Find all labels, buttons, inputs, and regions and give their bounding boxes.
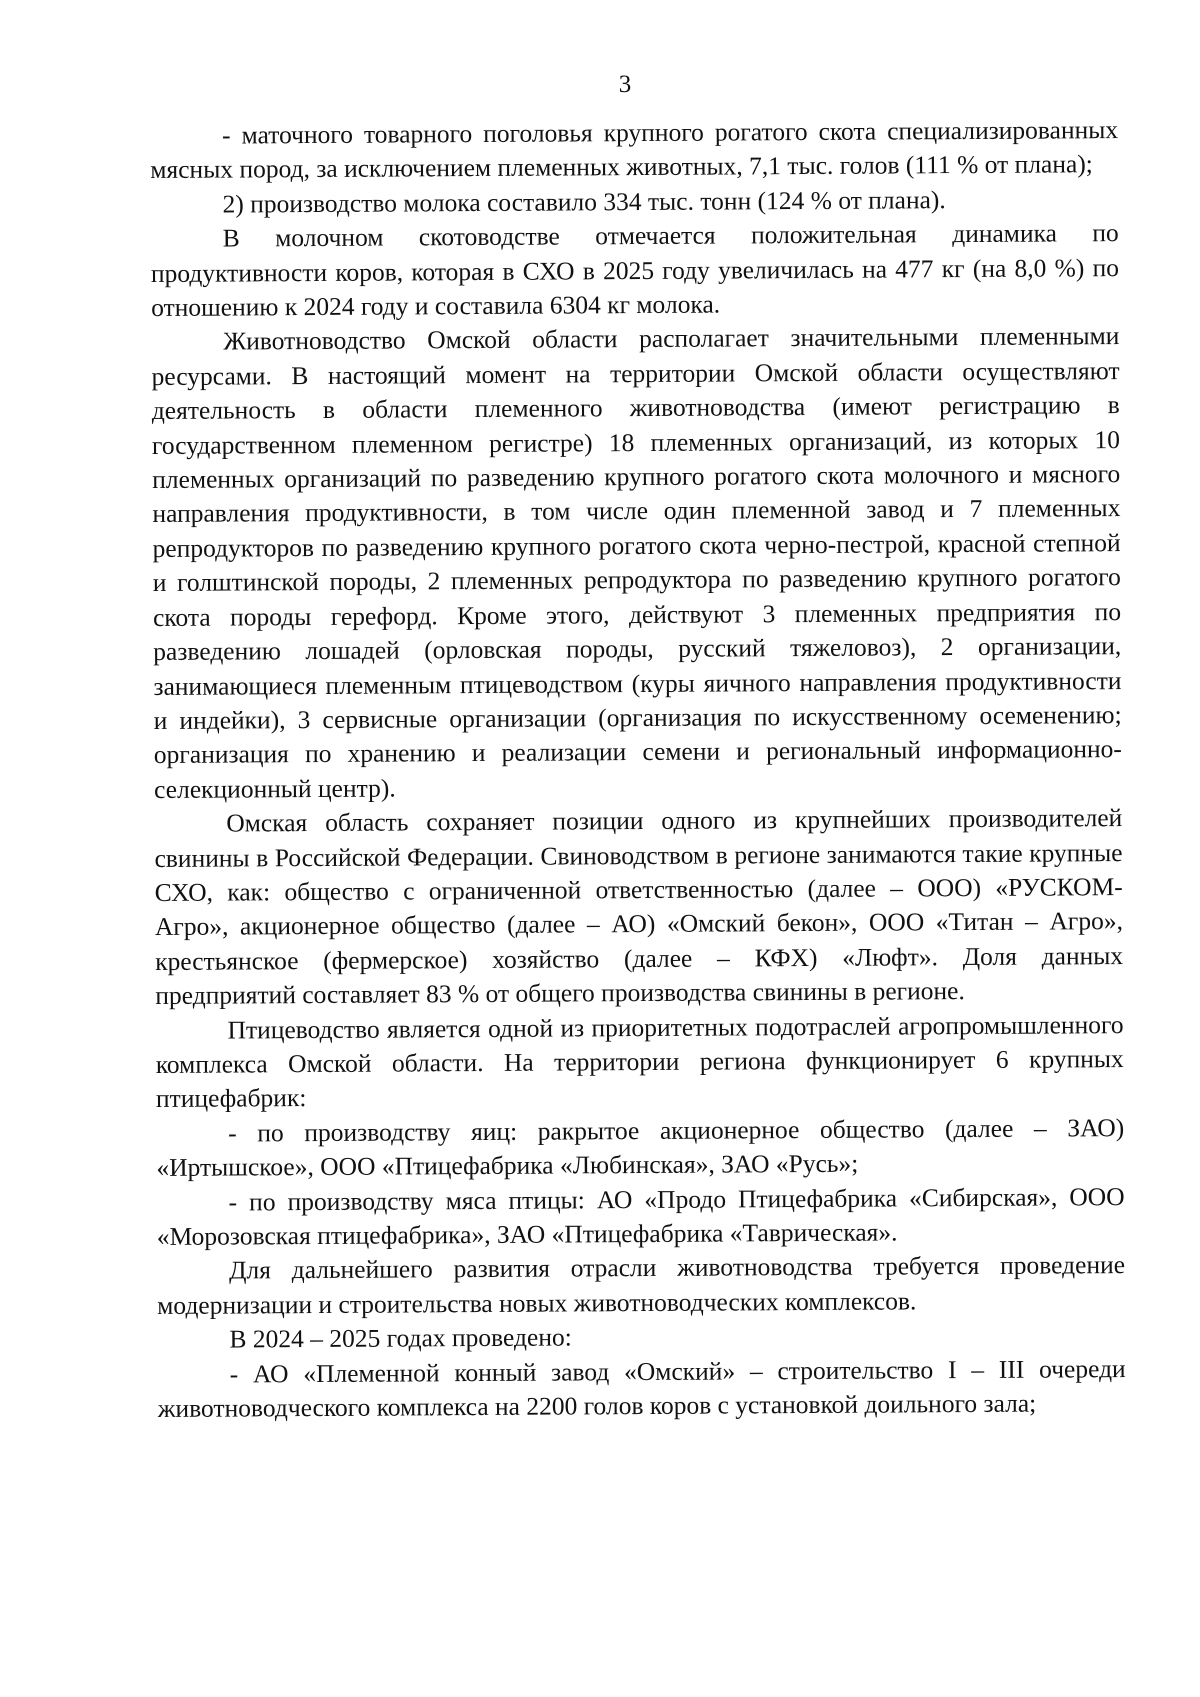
paragraph-poultry: Птицеводство является одной из приоритетных подотраслей агропромышленного комплекса Омской области. На территории региона функционирует 6 крупных птицефабрик: [155,1009,1124,1114]
paragraph-poultry-meat-producers: - по производству мяса птицы: АО «Продо Птицефабрика «Сибирская», ООО «Морозовская птицефабрика», ЗАО «Птицефабрика «Таврическая». [156,1181,1125,1251]
paragraph-years-heading: В 2024 – 2025 годах проведено: [229,1322,572,1354]
paragraph-modernization: Для дальнейшего развития отрасли животноводства требуется проведение модернизации и строительства новых животноводческих комплексов. [157,1250,1126,1320]
paragraph-breeding-stock: - маточного товарного поголовья крупного рогатого скота специализированных мясных пород, за исключением племенных животных, 7,1 тыс. голов (111 % от плана); [150,115,1119,185]
page-number: 3 [618,71,632,98]
paragraph-cow-productivity: В молочном скотоводстве отмечается положительная динамика по продуктивности коров, которая в СХО в 2025 году увеличилась на 477 кг (на 8,0 %) по отношению к 2024 году и составила 6304 кг молока. [150,218,1120,323]
paragraph-pork-producers: Омская область сохраняет позиции одного из крупнейших производителей свинины в Российской Федерации. Свиноводством в регионе занимаются такие крупные СХО, как: общество с ограниченной ответственностью (далее – ООО) «РУСКОМ-Агро», акционерное общество (далее – АО) «Омский бекон», ООО «Титан – Агро», крестьянское (фермерское) хозяйство (далее – КФХ) «Люфт». Доля данных предприятий составляет 83 % от общего производства свинины в регионе. [154,803,1124,1011]
document-body [150,113,1126,1426]
paragraph-egg-producers: - по производству яиц: ракрытое акционерное общество (далее – ЗАО) «Иртышское», ООО «Птицефабрика «Любинская», ЗАО «Русь»; [156,1112,1125,1183]
paragraph-horse-farm-construction: - АО «Племенной конный завод «Омский» – строительство I – III очереди животноводческого комплекса на 2200 голов коров с установкой доильного зала; [157,1353,1126,1424]
paragraph-breeding-resources: Животноводство Омской области располагает значительными племенными ресурсами. В настоящий момент на территории Омской области осуществляют деятельность в области племенного животноводства (имеют регистрацию в государственном племенном регистре) 18 племенных организаций, из которых 10 племенных организаций по разведению крупного рогатого скота молочного и мясного направления продуктивности, в том числе один племенной завод и 7 племенных репродукторов по разведению крупного рогатого скота черно-пестрой, красной степной и голштинской породы, 2 племенных репродуктора по разведению крупного рогатого скота породы герефорд. Кроме этого, действуют 3 племенных предприятия по разведению лошадей (орловская породы, русский тяжеловоз), 2 организации, занимающиеся племенным птицеводством (куры яичного направления продуктивности и индейки), 3 сервисные организации (организация по искусственному осеменению; организация по хранению и реализации семени и региональный информационно-селекционный центр). [151,321,1122,804]
paragraph-milk-production: 2) производство молока составило 334 тыс. тонн (124 % от плана). [222,184,946,219]
